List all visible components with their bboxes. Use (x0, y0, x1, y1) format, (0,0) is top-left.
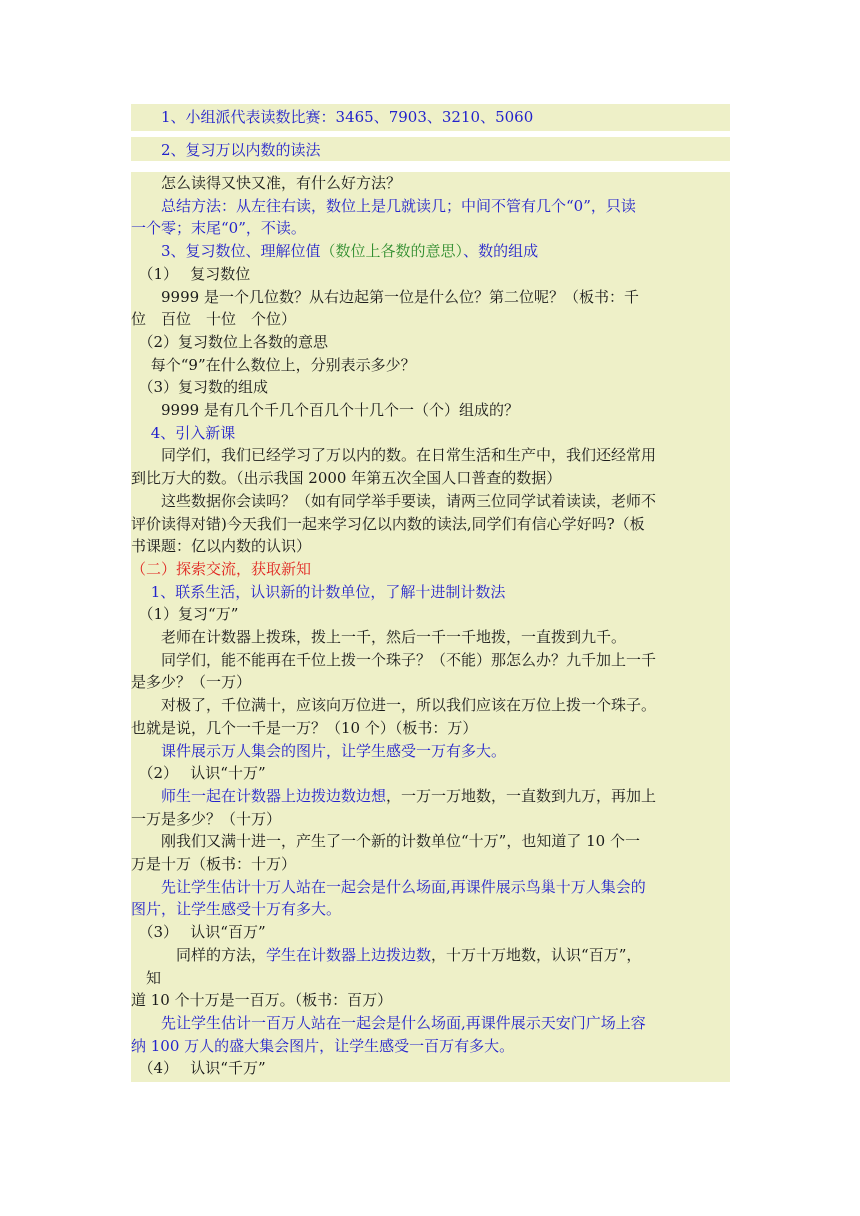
text-segment: （二）探索交流，获取新知 (131, 559, 312, 578)
text-line (131, 694, 731, 717)
text-segment: 这些数据你会读吗？（如有同学举手要读，请两三位同学试着读读，老师不 (131, 491, 657, 510)
text-line (131, 1035, 731, 1058)
text-segment: 总结方法：从左往右读，数位上是几就读几；中间不管有几个“0”，只读 (131, 196, 636, 215)
text-line (131, 671, 731, 694)
text-segment: 同学们，我们已经学习了万以内的数。在日常生活和生产中，我们还经常用 (131, 446, 657, 465)
review-item-2: 2、复习万以内数的读法 (161, 141, 321, 159)
text-segment: 万是十万（板书：十万） (131, 855, 297, 873)
text-line (131, 331, 731, 354)
text-line (131, 717, 731, 740)
text-line (131, 354, 731, 377)
text-segment: 评价读得对错)今天我们一起来学习亿以内数的读法,同学们有信心学好吗?（板 (131, 514, 645, 533)
text-segment: （4） 认识“千万” (131, 1059, 266, 1078)
text-line (131, 376, 731, 399)
text-segment: （3）复习数的组成 (131, 378, 269, 397)
text-segment: 刚我们又满十进一，产生了一个新的计数单位“十万”，也知道了 10 个一 (131, 832, 640, 851)
text-line (131, 513, 731, 536)
text-line (131, 240, 731, 263)
text-segment: 师生一起在计数器上边拨边数边想 (131, 786, 387, 805)
text-line (131, 422, 731, 445)
text-line (131, 467, 731, 490)
text-line (131, 785, 731, 808)
text-line (131, 808, 731, 831)
text-segment: 是多少？（一万） (131, 673, 252, 692)
text-line (131, 876, 731, 899)
text-segment: 怎么读得又快又准，有什么好方法？ (131, 174, 402, 192)
text-line (131, 626, 731, 649)
text-segment: 对极了，千位满十，应该向万位进一，所以我们应该在万位上拨一个珠子。 (131, 696, 657, 715)
text-line (131, 263, 731, 286)
text-segment: （2）复习数位上各数的意思 (131, 332, 329, 351)
text-line (131, 581, 731, 604)
text-segment: ，十万十万地数，认识“百万”， (431, 945, 642, 964)
text-line (131, 399, 731, 422)
text-segment: 老师在计数器上拨珠，拨上一千，然后一千一千地拨，一直拨到九千。 (131, 628, 627, 646)
text-line (131, 558, 731, 581)
text-segment: 也就是说，几个一千是一万？（10 个）（板书：万） (131, 718, 478, 737)
text-line (131, 967, 731, 990)
review-item-1: 1、小组派代表读数比赛：3465、7903、3210、5060 (161, 108, 534, 126)
text-line (131, 989, 731, 1012)
text-segment: 图片，让学生感受十万有多大。 (131, 900, 342, 919)
text-segment: 3、复习数位、理解位值 (131, 242, 321, 261)
text-line (131, 649, 731, 672)
text-line (131, 444, 731, 467)
text-line (131, 1057, 731, 1080)
text-segment: 课件展示万人集会的图片，让学生感受一万有多大。 (131, 741, 507, 760)
text-line (131, 762, 731, 785)
text-line (131, 853, 731, 876)
text-segment: （1）复习“万” (131, 605, 239, 624)
text-segment: （3） 认识“百万” (131, 923, 266, 942)
text-segment: 9999 是有几个千几个百几个十几个一（个）组成的？ (131, 401, 519, 419)
text-line (131, 286, 731, 309)
text-segment: （1） 复习数位 (131, 264, 251, 283)
text-line (131, 535, 731, 558)
text-line (131, 172, 731, 195)
text-segment: 一万是多少？（十万） (131, 809, 282, 828)
text-segment: 同学们，能不能再在千位上拨一个珠子？（不能）那怎么办？九千加上一千 (131, 650, 657, 669)
text-line (131, 898, 731, 921)
text-line (131, 830, 731, 853)
text-segment: 1、联系生活，认识新的计数单位，了解十进制计数法 (131, 582, 506, 601)
text-segment: 4、引入新课 (131, 423, 236, 442)
text-segment: 位 百位 十位 个位） (131, 310, 297, 329)
text-line (131, 1012, 731, 1035)
text-segment: （2） 认识“十万” (131, 764, 266, 783)
text-line (131, 944, 731, 967)
text-line (131, 921, 731, 944)
text-line (131, 740, 731, 763)
text-segment: 先让学生估计一百万人站在一起会是什么场面,再课件展示天安门广场上容 (131, 1013, 646, 1032)
text-segment: 道 10 个十万是一百万。（板书：百万） (131, 991, 393, 1010)
text-line (131, 195, 731, 218)
text-line (131, 308, 731, 331)
text-segment: 每个“9”在什么数位上，分别表示多少？ (131, 355, 416, 374)
text-segment: 一个零；末尾“0”，不读。 (131, 219, 306, 238)
text-segment: 到比万大的数。（出示我国 2000 年第五次全国人口普查的数据） (131, 469, 562, 488)
text-segment: 书课题：亿以内数的认识） (131, 537, 312, 556)
text-segment: 先让学生估计十万人站在一起会是什么场面,再课件展示鸟巢十万人集会的 (131, 877, 646, 896)
text-segment: 纳 100 万人的盛大集会图片，让学生感受一百万有多大。 (131, 1036, 515, 1055)
text-segment: 9999 是一个几位数？从右边起第一位是什么位？第二位呢？（板书：千 (131, 287, 639, 306)
text-line (131, 490, 731, 513)
text-line (131, 603, 731, 626)
text-line (131, 217, 731, 240)
text-segment: （数位上各数的意思） (320, 242, 464, 261)
text-segment: 、数的组成 (463, 242, 539, 261)
text-segment: ，一万一万地数，一直数到九万，再加上 (386, 786, 657, 805)
text-segment: 知 (131, 968, 162, 987)
text-segment: 同样的方法， (131, 945, 267, 964)
text-segment: 学生在计数器上边拨边数 (266, 945, 432, 964)
